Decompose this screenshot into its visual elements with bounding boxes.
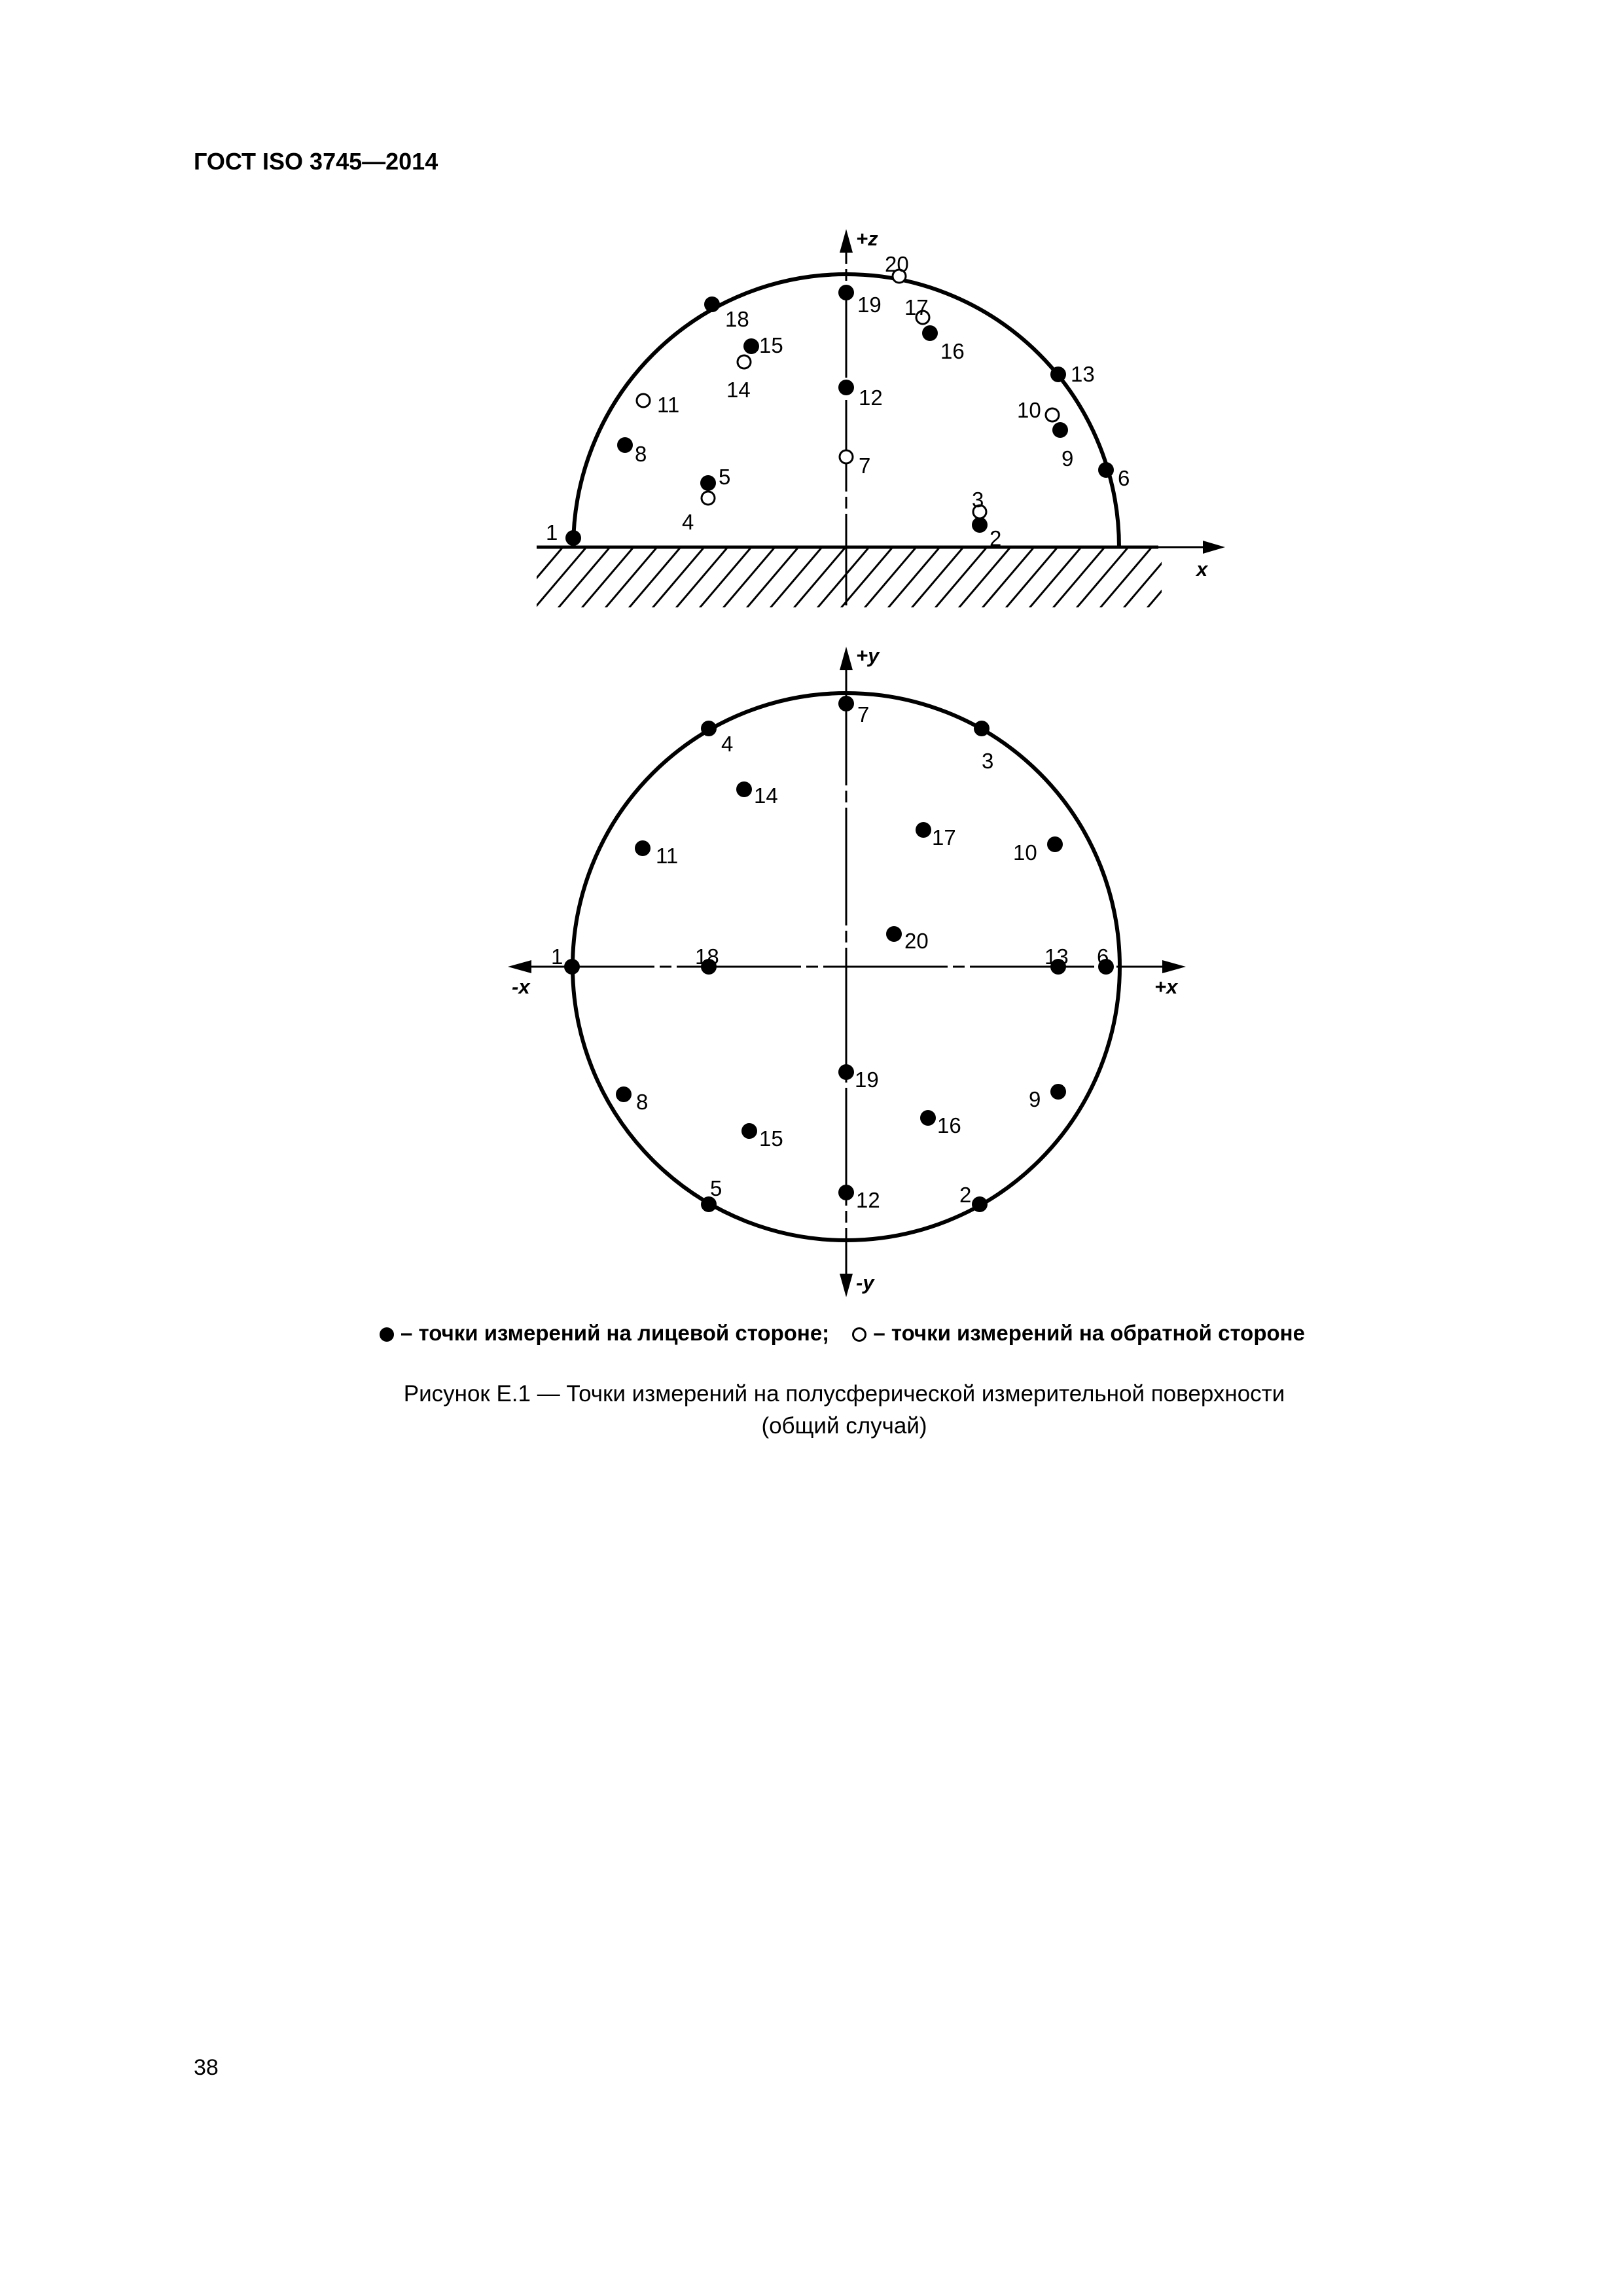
side-point-marker-6 (1098, 462, 1114, 478)
side-point-label-12: 12 (859, 386, 883, 410)
plan-view-points (551, 696, 1114, 1212)
plan-point-marker-17 (916, 822, 931, 838)
plan-point-label-4: 4 (721, 732, 734, 756)
side-point-marker-12 (838, 380, 854, 395)
side-point-label-17: 17 (904, 295, 929, 319)
plan-point-label-5: 5 (710, 1176, 722, 1200)
plan-point-marker-8 (616, 1086, 632, 1102)
side-point-label-5: 5 (719, 465, 731, 489)
side-point-label-6: 6 (1118, 466, 1130, 490)
minus-x-label: -x (512, 975, 530, 998)
side-point-marker-5 (700, 475, 716, 491)
side-point-label-10: 10 (1017, 398, 1041, 422)
side-view-diagram (510, 227, 1225, 609)
z-axis-arrow (840, 229, 853, 253)
side-point-marker-11 (637, 394, 650, 407)
plus-x-arrow (1162, 960, 1186, 973)
legend-filled-text: – точки измерений на лицевой стороне; (401, 1321, 830, 1345)
plan-point-label-18: 18 (695, 944, 719, 969)
plan-point-marker-2 (972, 1196, 988, 1212)
hollow-point-symbol (852, 1327, 866, 1342)
x-axis-arrow (1203, 541, 1225, 554)
document-header: ГОСТ ISO 3745—2014 (194, 148, 438, 175)
side-point-marker-15 (743, 338, 759, 354)
plan-point-label-13: 13 (1044, 944, 1069, 969)
plan-point-marker-16 (920, 1110, 936, 1126)
side-point-label-19: 19 (857, 293, 882, 317)
side-point-marker-7 (840, 450, 853, 463)
side-point-marker-2 (972, 517, 988, 533)
caption-line-1: Рисунок Е.1 — Точки измерений на полусферической измерительной поверхности (403, 1381, 1285, 1407)
page-number: 38 (194, 2055, 219, 2080)
side-point-label-14: 14 (726, 378, 751, 402)
plus-x-label: +x (1154, 975, 1178, 998)
plan-point-marker-15 (741, 1123, 757, 1139)
side-point-marker-18 (704, 296, 720, 312)
side-point-label-20: 20 (885, 252, 909, 276)
plan-point-label-15: 15 (759, 1126, 783, 1151)
plan-point-label-3: 3 (982, 749, 994, 773)
plan-point-label-2: 2 (959, 1183, 972, 1207)
plan-point-marker-7 (838, 696, 854, 711)
legend (380, 1321, 1309, 1346)
plan-point-marker-4 (701, 721, 717, 736)
minus-x-arrow (508, 960, 531, 973)
side-point-marker-8 (617, 437, 633, 453)
plan-point-label-14: 14 (754, 783, 778, 808)
plan-point-label-8: 8 (636, 1090, 649, 1114)
plan-point-label-20: 20 (904, 929, 929, 953)
ground-hatching (510, 547, 1222, 609)
side-point-label-13: 13 (1071, 362, 1095, 386)
plan-point-marker-10 (1047, 836, 1063, 852)
plan-point-marker-11 (635, 840, 651, 856)
minus-y-label: -y (856, 1271, 874, 1294)
plan-point-marker-20 (886, 926, 902, 942)
side-point-label-18: 18 (725, 307, 749, 331)
side-point-label-4: 4 (682, 510, 694, 534)
plan-point-marker-12 (838, 1185, 854, 1200)
side-point-marker-13 (1050, 367, 1066, 382)
plan-point-label-19: 19 (855, 1067, 879, 1092)
plus-y-arrow (840, 647, 853, 670)
plan-point-label-11: 11 (656, 844, 679, 868)
side-point-label-8: 8 (635, 442, 647, 466)
side-view-points (546, 252, 1130, 550)
plan-point-label-16: 16 (937, 1113, 961, 1138)
legend-hollow-text: – точки измерений на обратной стороне (873, 1321, 1305, 1345)
side-point-marker-4 (702, 492, 715, 505)
side-point-marker-14 (738, 355, 751, 368)
plan-point-marker-14 (736, 781, 752, 797)
plan-point-label-12: 12 (856, 1188, 880, 1212)
plan-point-marker-1 (564, 959, 580, 975)
plus-y-label: +y (856, 644, 880, 667)
side-point-label-7: 7 (859, 454, 871, 478)
side-point-label-3: 3 (972, 488, 984, 512)
z-axis-label: +z (856, 227, 878, 250)
plan-point-label-17: 17 (932, 825, 956, 850)
side-point-label-2: 2 (990, 526, 1002, 550)
side-point-label-9: 9 (1061, 446, 1074, 471)
plan-point-label-6: 6 (1097, 944, 1109, 969)
plan-point-label-1: 1 (551, 944, 563, 969)
caption-line-2: (общий случай) (761, 1413, 927, 1439)
side-point-marker-16 (922, 325, 938, 341)
side-point-marker-1 (565, 530, 581, 546)
side-point-marker-9 (1052, 422, 1068, 438)
side-point-marker-10 (1046, 408, 1059, 422)
minus-y-arrow (840, 1274, 853, 1297)
plan-point-label-10: 10 (1013, 840, 1037, 865)
filled-point-symbol (380, 1327, 394, 1342)
side-point-label-15: 15 (759, 333, 783, 357)
plan-point-marker-9 (1050, 1084, 1066, 1100)
figure-caption (288, 1378, 1400, 1442)
side-point-label-1: 1 (546, 520, 558, 545)
plan-point-marker-3 (974, 721, 990, 736)
plan-view-diagram (508, 644, 1186, 1297)
plan-point-marker-19 (838, 1064, 854, 1080)
plan-point-label-9: 9 (1029, 1087, 1041, 1111)
plan-point-label-7: 7 (857, 702, 870, 726)
side-point-marker-19 (838, 285, 854, 300)
side-point-label-16: 16 (940, 339, 965, 363)
side-point-label-11: 11 (657, 393, 680, 417)
x-axis-label: x (1196, 558, 1208, 581)
